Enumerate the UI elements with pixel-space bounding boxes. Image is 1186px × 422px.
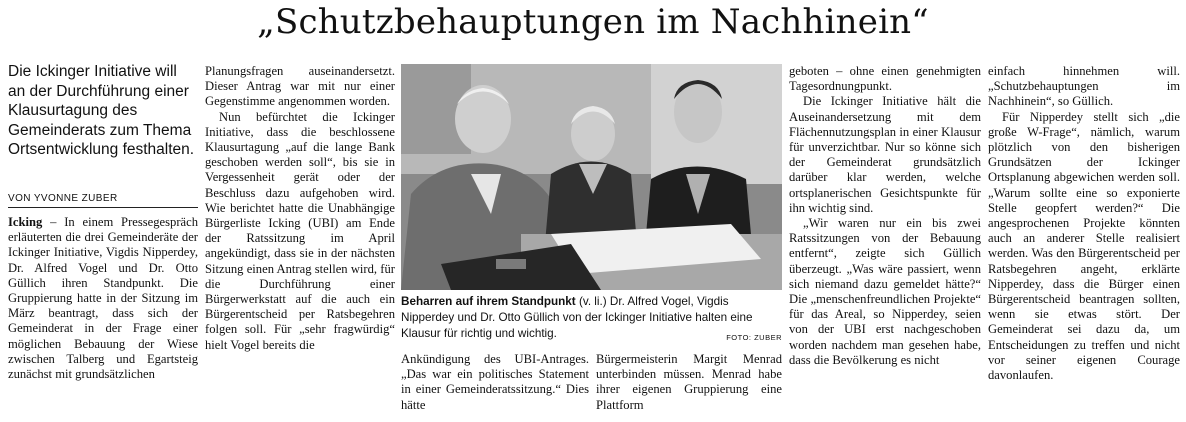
photo-caption <box>401 294 782 346</box>
byline: VON YVONNE ZUBER <box>8 193 118 204</box>
column-5-p1: geboten – ohne einen genehmigten Tagesordnungpunkt. <box>789 64 981 94</box>
column-5-p3: „Wir waren nur ein bis zwei Ratssitzungen von der Bebauung entfernt“, zeigte sich Güllich überzeugt. „Was wäre passiert, wenn sich niemand dazu gemeldet hätte?“ Die „menschenfreundlichen Projekte“ für das Areal, so Nipperdey, seien von der UBI erst nachgeschoben worden nachdem man gesehen habe, dass die Bevölkerung es nicht <box>789 216 981 367</box>
headline: „Schutzbehauptungen im Nachhinein“ <box>257 2 929 42</box>
photo-credit: FOTO: ZUBER <box>726 333 782 342</box>
column-4-bottom: Bürgermeisterin Margit Menrad unterbinden müssen. Menrad habe ihrer eigenen Gruppierung eine Plattform <box>596 352 782 412</box>
column-6-p2: Für Nipperdey stellt sich „die große W-Frage“, nämlich, warum plötzlich von den bisherigen Grundsätzen der Ickinger Ortsplanung abgewichen werden soll. „Warum sollte eine so exponierte Stelle geopfert werden?“ Die angesprochenen Projekte könnten auch an anderer Stelle realisiert werden. Was den Bürgerentscheid per Ratsbegehren angeht, erklärte Nipperdey, dass die Bürger einen Bürgerentscheid beantragen sollten, wenn sie etwas stört. Der Gemeinderat sei dazu da, um Entscheidungen zu treffen und nicht vor seiner eigenen Courage davonlaufen. <box>988 109 1180 383</box>
column-1-text: – In einem Pressegespräch erläuterten die drei Gemeinderäte der Ickinger Initiative, Vigdis Nipperdey, Dr. Alfred Vogel und Dr. Otto Güllich ihren Standpunkt. Die Gruppierung hatte in der Sitzung im März beantragt, dass sich der Gemeinderat in der Frage einer möglichen Bebauung der Wiese zwischen Talberg und Egartsteig zunächst mit grundsätzlichen <box>8 215 198 382</box>
column-3-bottom: Ankündigung des UBI-Antrages. „Das war ein politisches Statement in einer Gemeinderatssitzung.“ Dies hätte <box>401 352 589 412</box>
caption-text: (v. li.) Dr. Alfred Vogel, Vigdis Nipperdey und Dr. Otto Güllich von der Ickinger Initiative halten eine Klausur für richtig und wichtig. <box>401 295 753 340</box>
column-6 <box>988 64 1180 383</box>
news-photo <box>401 64 782 290</box>
lead-text: Die Ickinger Initiative will an der Durchführung einer Klausurtagung des Gemeinderats zum Thema Ortsentwicklung festhalten. <box>8 63 195 158</box>
caption-title: Beharren auf ihrem Standpunkt <box>401 295 576 308</box>
photo-illustration <box>401 64 782 290</box>
column-2-p2: Nun befürchtet die Ickinger Initiative, dass die beschlossene Klausurtagung „auf die lange Bank geschoben werden soll“, bis sie in Vergessenheit gerät oder der Beschluss dazu aufgehoben wird. Wie berichtet hatte die Unabhängige Bürgerliste Icking (UBI) am Ende der Ratssitzung im April angekündigt, dass sie in der nächsten Sitzung einen Antrag stellen wird, für die Durchführung einer Bürgerwerkstatt auf die auch ein Bürgerentscheid per Ratsbegehren folgen soll. Für „sehr fragwürdig“ hielt Vogel bereits die <box>205 109 395 352</box>
column-6-p1: einfach hinnehmen will. „Schutzbehauptungen im Nachhinein“, so Güllich. <box>988 64 1180 109</box>
column-2-p1: Planungsfragen auseinandersetzt. Dieser Antrag war mit nur einer Gegenstimme angenommen worden. <box>205 64 395 109</box>
column-1 <box>8 215 198 382</box>
dateline-place: Icking <box>8 215 43 229</box>
column-5 <box>789 64 981 368</box>
byline-rule <box>8 207 198 208</box>
column-5-p2: Die Ickinger Initiative hält die Auseinandersetzung mit dem Flächennutzungsplan in einer Klausur für unverzichtbar. Nur so könne sich der Gemeinderat grundsätzlich darüber klar werden, welche ortsplanerischen Gesichtspunkte für ihn wichtig sind. <box>789 94 981 215</box>
column-2 <box>205 64 395 353</box>
